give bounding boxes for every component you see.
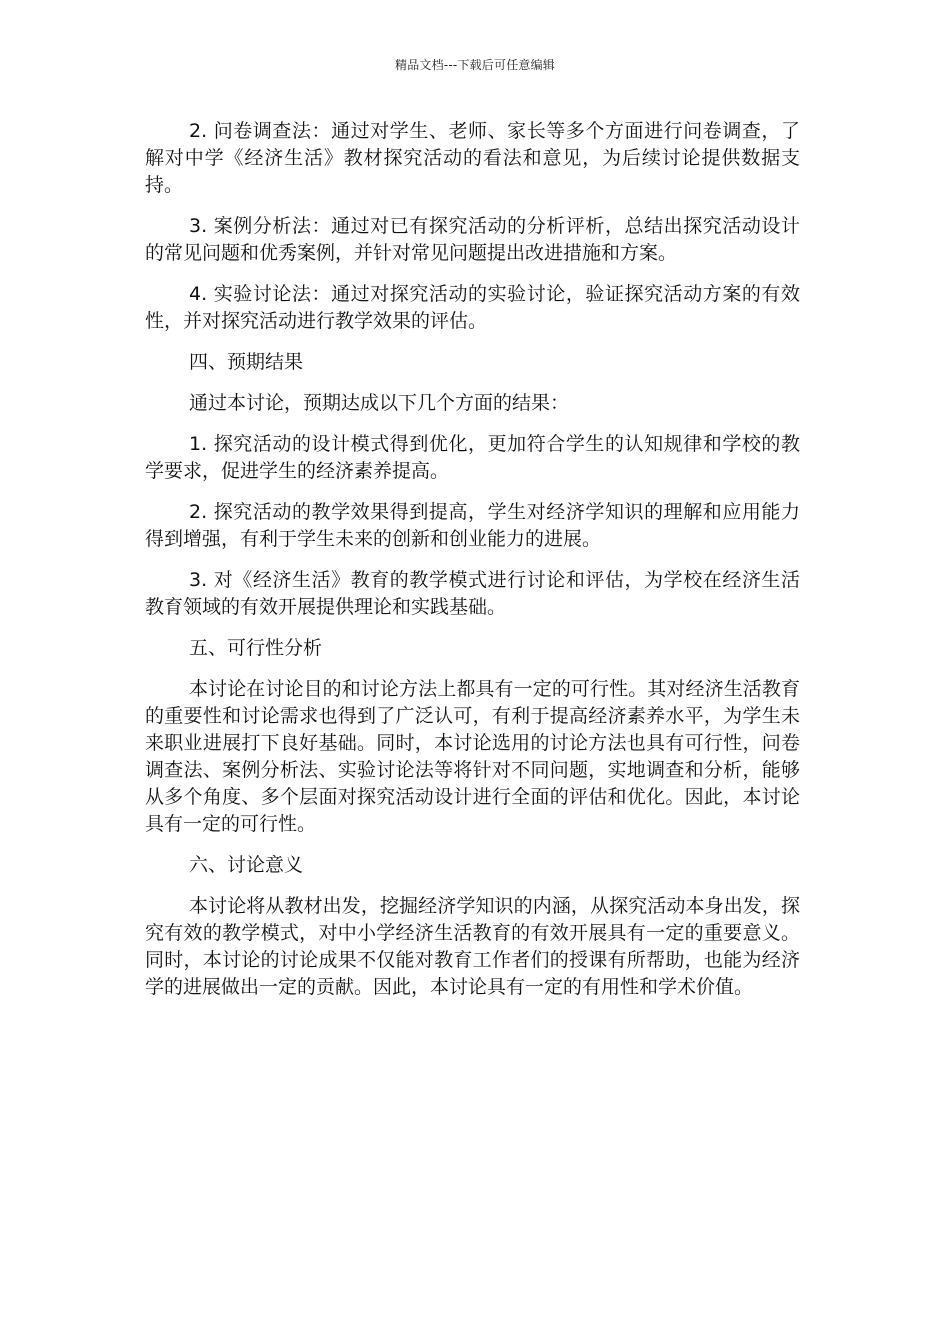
paragraph-method-questionnaire: 2. 问卷调查法：通过对学生、老师、家长等多个方面进行问卷调查，了解对中学《经济生活》教材探究活动的看法和意见，为后续讨论提供数据支持。: [145, 120, 800, 196]
page-header: 精品文档---下载后可任意编辑: [395, 58, 555, 72]
paragraph-feasibility: 本讨论在讨论目的和讨论方法上都具有一定的可行性。其对经济生活教育的重要性和讨论需求也得到了广泛认可，有利于提高经济素养水平，为学生未来职业进展打下良好基础。同时，本讨论选用的讨论方法也具有可行性，问卷调查法、案例分析法、实验讨论法等将针对不同问题，实地调查和分析，能够从多个角度、多个层面对探究活动设计进行全面的评估和优化。因此，本讨论具有一定的可行性。: [145, 678, 800, 835]
paragraph-method-case-analysis: 3. 案例分析法：通过对已有探究活动的分析评析，总结出探究活动设计的常见问题和优秀案例，并针对常见问题提出改进措施和方案。: [145, 215, 800, 264]
section-heading-expected-results: 四、预期结果: [189, 351, 304, 373]
paragraph-method-experiment: 4. 实验讨论法：通过对探究活动的实验讨论，验证探究活动方案的有效性，并对探究活动进行教学效果的评估。: [145, 283, 800, 332]
paragraph-expected-3: 3. 对《经济生活》教育的教学模式进行讨论和评估，为学校在经济生活教育领域的有效开展提供理论和实践基础。: [145, 569, 800, 618]
paragraph-significance: 本讨论将从教材出发，挖掘经济学知识的内涵，从探究活动本身出发，探究有效的教学模式，对中小学经济生活教育的有效开展具有一定的重要意义。同时，本讨论的讨论成果不仅能对教育工作者们的授课有所帮助，也能为经济学的进展做出一定的贡献。因此，本讨论具有一定的有用性和学术价值。: [145, 895, 800, 998]
paragraph-expected-1: 1. 探究活动的设计模式得到优化，更加符合学生的认知规律和学校的教学要求，促进学生的经济素养提高。: [145, 433, 800, 482]
document-body: [145, 118, 800, 1015]
section-heading-feasibility: 五、可行性分析: [189, 637, 323, 659]
section-heading-significance: 六、讨论意义: [189, 854, 304, 876]
paragraph-expected-2: 2. 探究活动的教学效果得到提高，学生对经济学知识的理解和应用能力得到增强，有利于学生未来的创新和创业能力的进展。: [145, 501, 800, 550]
paragraph-expected-intro: 通过本讨论，预期达成以下几个方面的结果：: [189, 392, 570, 414]
